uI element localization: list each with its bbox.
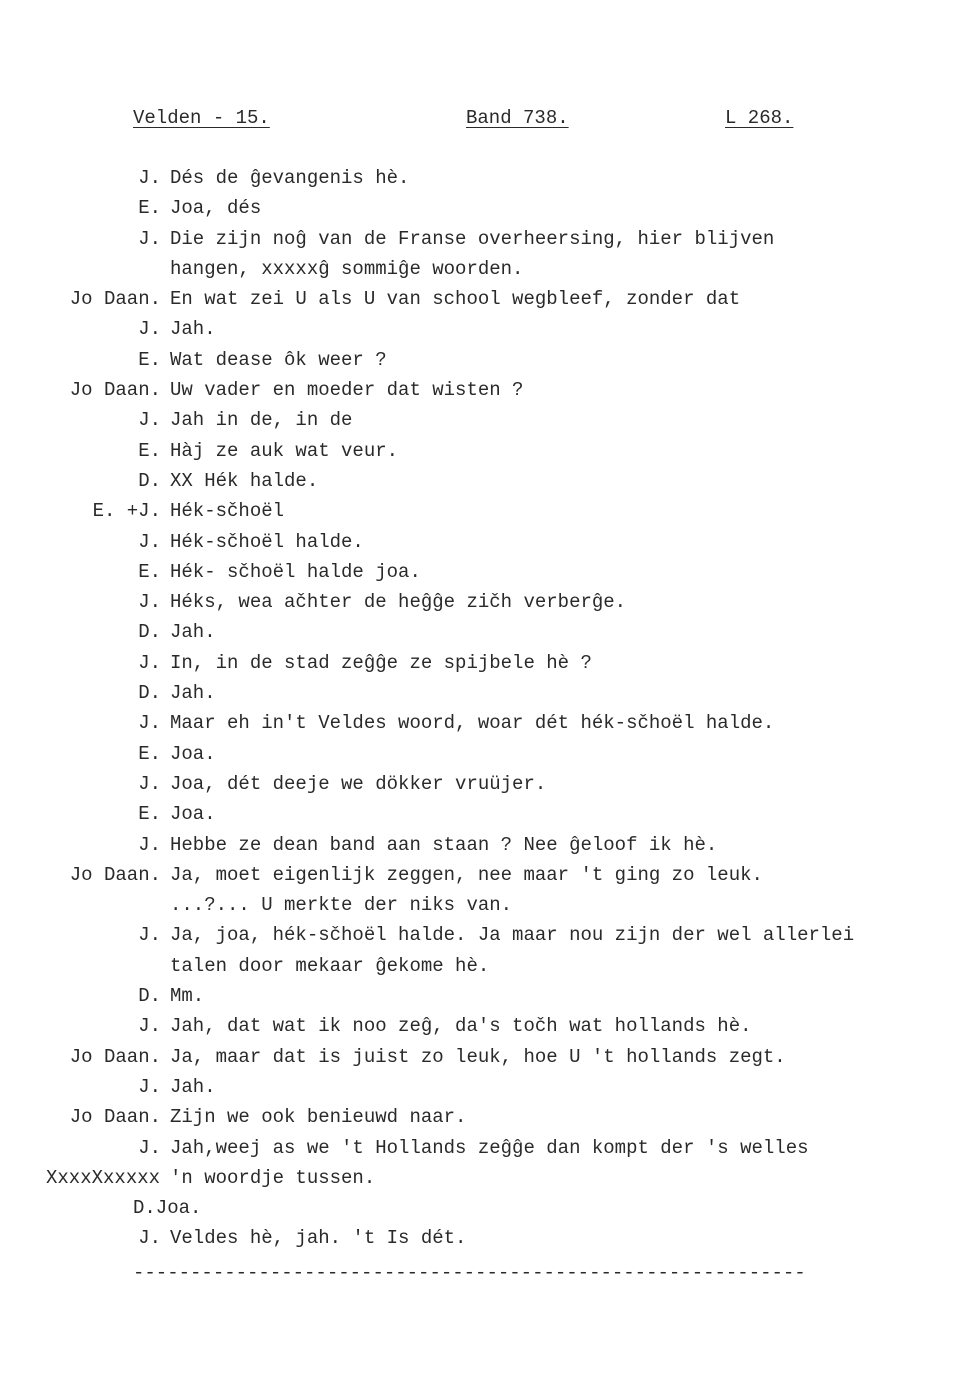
page-header: [0, 107, 979, 137]
line-text: Veldes hè, jah. 't Is dét.: [170, 1227, 467, 1250]
line-text: Maar eh in't Veldes woord, woar dét hék-sčhoël halde.: [170, 712, 775, 735]
speaker-label: J.: [138, 924, 161, 947]
speaker-label: J.: [138, 167, 161, 189]
line-text: Jah.: [170, 682, 216, 705]
line-text: Joa.: [170, 742, 216, 765]
transcript-line: [0, 894, 979, 924]
transcript-line: [0, 167, 979, 197]
transcript-line: [0, 1106, 979, 1136]
transcript-line: [0, 197, 979, 227]
line-text: Die zijn noĝ van de Franse overheersing, hier blijven: [170, 227, 775, 250]
line-text: XX Hék halde.: [170, 469, 319, 492]
line-text: Jah, dat wat ik noo zeĝ, da's točh wat hollands hè.: [170, 1015, 752, 1038]
line-text: Jah.: [170, 318, 216, 341]
speaker-label: J.: [138, 1227, 161, 1250]
line-text: Joa.: [170, 803, 216, 826]
speaker-label: J.: [138, 409, 161, 432]
speaker-label: J.: [138, 318, 161, 341]
line-text: Hàj ze auk wat veur.: [170, 439, 399, 462]
header-place: Velden - 15.: [133, 107, 270, 129]
line-text: Joa, dét deeje we dökker vruüjer.: [170, 772, 547, 795]
transcript-line: [0, 1015, 979, 1045]
line-text: Hék-sčhoël halde.: [170, 530, 364, 553]
transcript-line: [0, 1167, 979, 1197]
line-text: Mm.: [170, 985, 205, 1008]
transcript-line: [0, 773, 979, 803]
line-text: Ja, joa, hék-sčhoël halde. Ja maar nou zijn der wel allerlei: [170, 924, 855, 947]
transcript-line: [0, 228, 979, 258]
header-band: Band 738.: [466, 107, 569, 129]
line-text: Ja, moet eigenlijk zeggen, nee maar 't ging zo leuk.: [170, 863, 763, 886]
speaker-label: J.: [138, 530, 161, 553]
transcript-line: [0, 1137, 979, 1167]
speaker-label: E. +J.: [92, 500, 161, 523]
line-text: Jah.: [170, 1075, 216, 1098]
line-text: En wat zei U als U van school wegbleef, zonder dat: [170, 288, 741, 311]
speaker-label: D.: [138, 469, 161, 492]
line-text: Dés de ĝevangenis hè.: [170, 167, 410, 189]
line-text: Hék- sčhoël halde joa.: [170, 560, 421, 583]
speaker-label: J.: [138, 651, 161, 674]
speaker-label: D.: [138, 621, 161, 644]
speaker-label: J.: [138, 833, 161, 856]
transcript-line: [0, 955, 979, 985]
speaker-label: Jo Daan.: [69, 1106, 161, 1129]
transcript-line: [0, 531, 979, 561]
transcript-line: [0, 621, 979, 651]
line-text: Uw vader en moeder dat wisten ?: [170, 379, 524, 402]
speaker-label: E.: [138, 560, 161, 583]
speaker-label: Jo Daan.: [69, 863, 161, 886]
struck-out-text: XxxxXxxxxx: [46, 1166, 161, 1189]
speaker-label: Jo Daan.: [69, 1045, 161, 1068]
line-text: Jah.: [170, 621, 216, 644]
transcript-line: [0, 985, 979, 1015]
transcript-line: [0, 652, 979, 682]
transcript-line: [0, 349, 979, 379]
speaker-label: E.: [138, 439, 161, 462]
line-text: Jah in de, in de: [170, 409, 353, 432]
speaker-label: Jo Daan.: [69, 379, 161, 402]
transcript-line: [0, 1046, 979, 1076]
speaker-label: Jo Daan.: [69, 288, 161, 311]
transcript-line: [0, 500, 979, 530]
line-text: D.Joa.: [133, 1197, 202, 1220]
line-text: 'n woordje tussen.: [170, 1166, 376, 1189]
transcript: [0, 167, 979, 1258]
speaker-label: D.: [138, 985, 161, 1008]
speaker-label: E.: [138, 197, 161, 220]
speaker-label: E.: [138, 803, 161, 826]
transcript-line: [0, 440, 979, 470]
transcript-line: [0, 379, 979, 409]
line-text: hangen, xxxxxĝ sommiĝe woorden.: [170, 257, 524, 280]
transcript-line: [0, 803, 979, 833]
line-text: In, in de stad zeĝĝe ze spijbele hè ?: [170, 651, 592, 674]
transcript-line: [0, 288, 979, 318]
transcript-line: [0, 409, 979, 439]
line-text: Zijn we ook benieuwd naar.: [170, 1106, 467, 1129]
speaker-label: J.: [138, 772, 161, 795]
line-text: Héks, wea ačhter de heĝĝe zičh verberĝe.: [170, 591, 627, 614]
speaker-label: J.: [138, 227, 161, 250]
speaker-label: D.: [138, 682, 161, 705]
line-text: Hebbe ze dean band aan staan ? Nee ĝeloof ik hè.: [170, 833, 718, 856]
transcript-line: [0, 834, 979, 864]
transcript-line: [0, 743, 979, 773]
line-text: Joa, dés: [170, 197, 262, 220]
transcript-line: [0, 470, 979, 500]
speaker-label: E.: [138, 742, 161, 765]
header-code: L 268.: [725, 107, 794, 129]
transcript-line: [0, 561, 979, 591]
transcript-line: [0, 318, 979, 348]
transcript-line: [0, 924, 979, 954]
transcript-line: [0, 591, 979, 621]
line-text: Hék-sčhoël: [170, 500, 285, 523]
speaker-label: J.: [138, 1075, 161, 1098]
transcript-line: [0, 258, 979, 288]
line-text: Wat dease ôk weer ?: [170, 348, 387, 371]
speaker-label: J.: [138, 1015, 161, 1038]
transcript-line: [0, 712, 979, 742]
closing-rule: -----------------------------------------------------------: [133, 1262, 806, 1284]
transcript-line: [0, 864, 979, 894]
transcript-line: [0, 1197, 979, 1227]
line-text: talen door mekaar ĝekome hè.: [170, 954, 490, 977]
line-text: Jah,weej as we 't Hollands zeĝĝe dan kompt der 's welles: [170, 1136, 809, 1159]
speaker-label: J.: [138, 712, 161, 735]
line-text: ...?... U merkte der niks van.: [170, 894, 513, 917]
speaker-label: J.: [138, 591, 161, 614]
transcript-line: [0, 1076, 979, 1106]
speaker-label: E.: [138, 348, 161, 371]
speaker-label: J.: [138, 1136, 161, 1159]
transcript-line: [0, 682, 979, 712]
line-text: Ja, maar dat is juist zo leuk, hoe U 't hollands zegt.: [170, 1045, 786, 1068]
transcript-line: [0, 1227, 979, 1257]
